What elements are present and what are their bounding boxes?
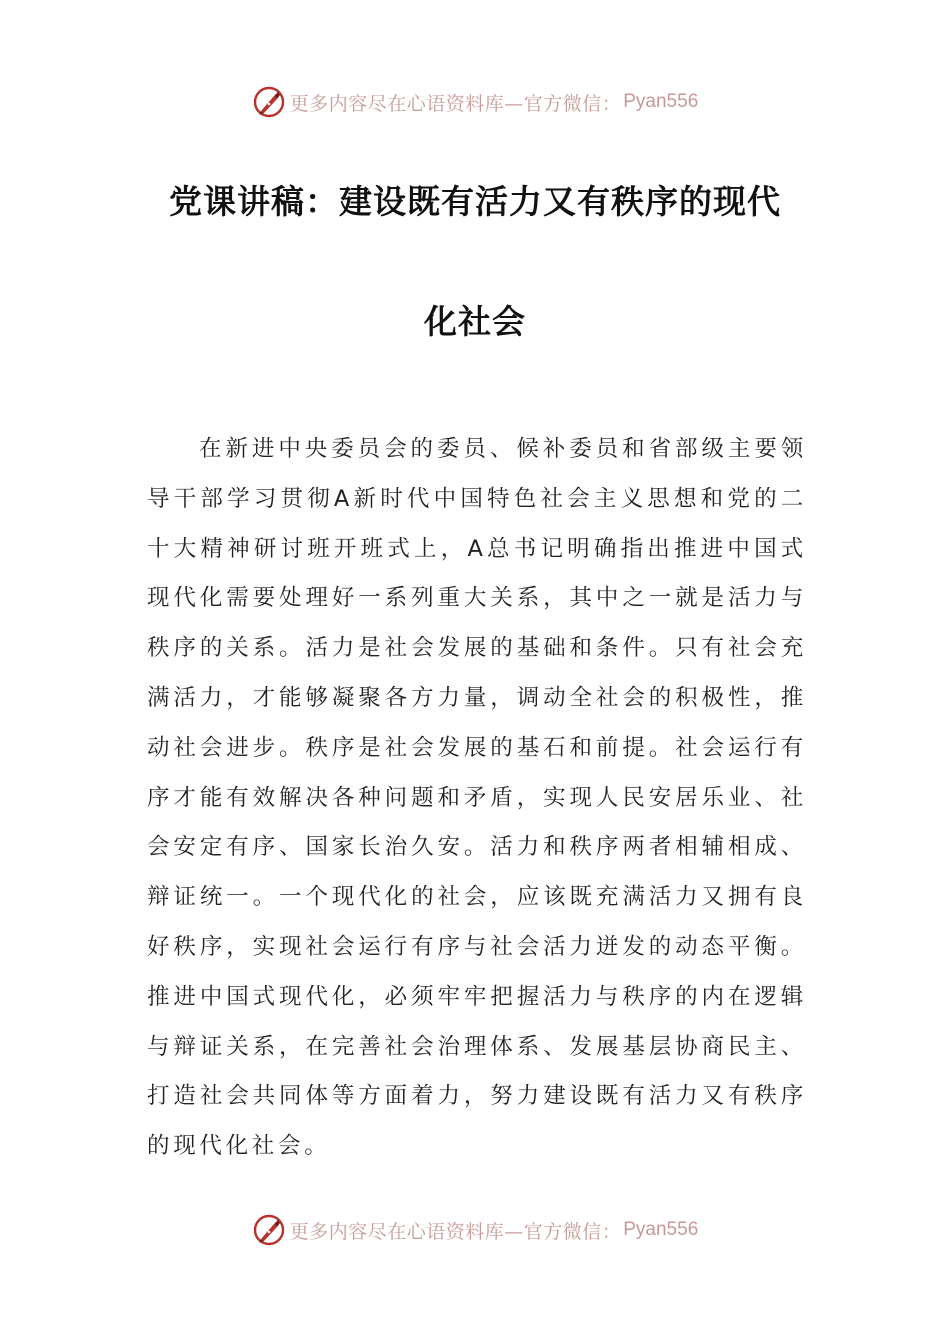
document-title-line-1: 党课讲稿：建设既有活力又有秩序的现代 (169, 182, 781, 221)
footer-watermark (0, 1212, 950, 1248)
document-title-line-2: 化社会 (424, 302, 526, 341)
watermark-wechat-id: Pyan556 (623, 1219, 699, 1240)
watermark-text: 更多内容尽在心语资料库—官方微信： (289, 92, 622, 115)
fountain-pen-seal-icon (252, 1213, 286, 1247)
body-paragraph: 在新进中央委员会的委员、候补委员和省部级主要领导干部学习贯彻A新时代中国特色社会主义思想和党的二十大精神研讨班开班式上，A总书记明确指出推进中国式现代化需要处理好一系列重大关系，其中之一就是活力与秩序的关系。活力是社会发展的基础和条件。只有社会充满活力，才能够凝聚各方力量，调动全社会的积极性，推动社会进步。秩序是社会发展的基石和前提。社会运行有序才能有效解决各种问题和矛盾，实现人民安居乐业、社会安定有序、国家长治久安。活力和秩序两者相辅相成、辩证统一。一个现代化的社会，应该既充满活力又拥有良好秩序，实现社会运行有序与社会活力迸发的动态平衡。推进中国式现代化，必须牢牢把握活力与秩序的内在逻辑与辩证关系，在完善社会治理体系、发展基层协商民主、打造社会共同体等方面着力，努力建设既有活力又有秩序的现代化社会。 (147, 436, 807, 1160)
watermark-wechat-id: Pyan556 (623, 91, 699, 112)
header-watermark (0, 84, 950, 120)
fountain-pen-seal-icon (252, 85, 286, 119)
watermark-text: 更多内容尽在心语资料库—官方微信： (289, 1220, 622, 1243)
